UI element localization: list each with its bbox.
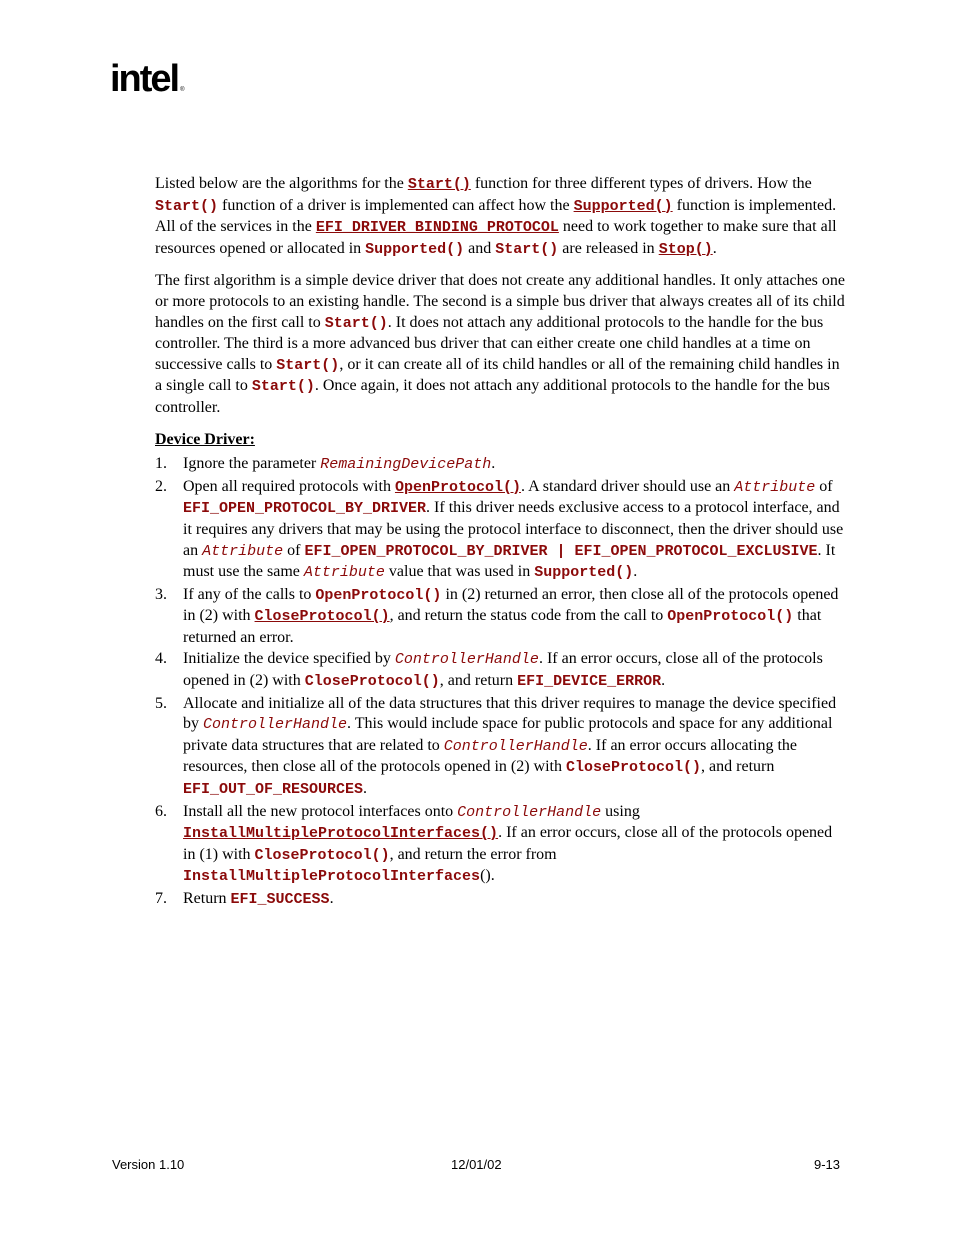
text-run: Initialize the device specified by <box>183 650 395 668</box>
text-run: . If this driver needs exclusive access to a protocol interface, and it requires any drivers that may be using the protocol interface to disconnect, then the driver should use an <box>183 499 844 559</box>
intro-paragraph-1 <box>155 174 845 260</box>
code-link[interactable]: EFI_DRIVER_BINDING_PROTOCOL <box>315 219 559 237</box>
text-run: Open all required protocols with <box>183 477 395 495</box>
code-link[interactable]: InstallMultipleProtocolInterfaces() <box>183 825 499 843</box>
code-identifier: Supported() <box>534 564 634 582</box>
parameter-name: Attribute <box>734 478 816 496</box>
list-item-number: 7. <box>155 890 167 907</box>
code-identifier: CloseProtocol() <box>254 846 390 864</box>
text-run: , or it can create all of its child handles or all of the remaining child handles in a single call to <box>155 355 840 395</box>
text-run: and <box>464 239 496 257</box>
code-identifier: Start() <box>495 240 559 258</box>
footer-version: Version 1.10 <box>112 1157 185 1172</box>
text-run: . <box>633 563 638 581</box>
text-run: . If an error occurs, close all of the protocols opened in (2) with <box>183 650 823 690</box>
code-identifier: Start() <box>155 197 219 215</box>
code-identifier: Start() <box>324 314 388 332</box>
code-identifier: EFI_OPEN_PROTOCOL_BY_DRIVER <box>183 500 427 518</box>
text-run: value that was used in <box>384 563 535 581</box>
registered-mark: ® <box>180 87 185 93</box>
text-run: , and return the status code from the call to <box>389 607 668 625</box>
text-run: that returned an error. <box>183 607 822 646</box>
text-run: . This would include space for public protocols and space for any additional private data structures that are related to <box>183 715 833 754</box>
list-item <box>155 889 845 911</box>
text-run: . <box>363 780 368 798</box>
list-item <box>155 477 845 584</box>
text-run: Return <box>183 890 231 907</box>
text-run: (). <box>480 867 495 885</box>
text-run: . If an error occurs, close all of the protocols opened in (1) with <box>183 824 833 863</box>
code-identifier: EFI_OUT_OF_RESOURCES <box>183 781 364 799</box>
text-run: in (2) returned an error, then close all of the protocols opened in (2) with <box>183 585 839 625</box>
text-run: . <box>329 890 334 907</box>
text-run: . <box>491 455 496 473</box>
code-identifier: CloseProtocol() <box>304 673 440 691</box>
text-run: function for three different types of drivers. How the <box>470 175 812 192</box>
parameter-name: ControllerHandle <box>394 651 539 669</box>
list-item-number: 6. <box>155 802 167 820</box>
parameter-name: Attribute <box>202 542 284 560</box>
text-run: function is implemented. All of the services in the <box>155 196 837 236</box>
parameter-name: Attribute <box>303 564 385 582</box>
list-item-number: 1. <box>155 455 167 473</box>
code-identifier: EFI_SUCCESS <box>230 891 330 908</box>
text-run: , and return the error from <box>389 845 557 863</box>
text-run: Allocate and initialize all of the data structures that this driver requires to manage the device specified by <box>183 694 837 733</box>
section-heading: Device Driver: <box>155 430 255 448</box>
list-item <box>155 454 845 476</box>
text-run: of <box>283 541 305 559</box>
text-run: of <box>815 477 833 495</box>
text-run: Install all the new protocol interfaces onto <box>183 802 458 820</box>
document-body <box>155 174 845 912</box>
text-run: . A standard driver should use an <box>520 477 735 495</box>
list-item <box>155 585 845 649</box>
device-driver-steps <box>155 454 845 910</box>
list-item-number: 3. <box>155 585 167 603</box>
code-link[interactable]: OpenProtocol() <box>394 478 521 496</box>
text-run: using <box>601 802 640 820</box>
code-identifier: CloseProtocol() <box>566 759 702 777</box>
text-run: The first algorithm is a simple device driver that does not create any additional handles. It only attaches one or more protocols to an existing handle. The second is a simple bus driver that always creates all of its child handles on the first call to <box>155 272 845 331</box>
footer-page-number: 9-13 <box>814 1157 841 1172</box>
text-run: , and return <box>701 758 775 776</box>
code-link[interactable]: Start() <box>407 176 471 193</box>
intro-paragraph-2 <box>155 271 845 418</box>
code-identifier: Start() <box>251 378 315 396</box>
code-identifier: Supported() <box>365 240 465 258</box>
parameter-name: ControllerHandle <box>203 716 348 734</box>
code-identifier: EFI_DEVICE_ERROR <box>517 673 662 691</box>
code-identifier: OpenProtocol() <box>667 608 794 626</box>
text-run: . Once again, it does not attach any additional protocols to the handle for the bus controller. <box>155 377 830 416</box>
text-run: function of a driver is implemented can affect how the <box>218 196 574 214</box>
code-identifier: Start() <box>276 356 340 374</box>
parameter-name: ControllerHandle <box>443 737 588 755</box>
text-run: . <box>712 239 717 257</box>
list-item <box>155 649 845 692</box>
text-run: If any of the calls to <box>183 585 316 603</box>
text-run: are released in <box>558 239 659 257</box>
list-item-number: 2. <box>155 477 167 495</box>
intel-logo: intel ® <box>110 58 185 100</box>
parameter-name: RemainingDevicePath <box>320 456 492 474</box>
text-run: Listed below are the algorithms for the <box>155 175 408 192</box>
list-item <box>155 802 845 888</box>
code-link[interactable]: Stop() <box>658 240 713 258</box>
code-link[interactable]: Supported() <box>573 197 673 215</box>
text-run: , and return <box>439 672 518 690</box>
code-identifier: EFI_OPEN_PROTOCOL_BY_DRIVER | EFI_OPEN_PROTOCOL_EXCLUSIVE <box>304 542 818 560</box>
parameter-name: ControllerHandle <box>457 803 602 821</box>
text-run: . <box>661 672 666 690</box>
list-item-number: 5. <box>155 694 167 712</box>
text-run: . It must use the same <box>183 541 836 581</box>
text-run: . If an error occurs allocating the resources, then close all of the protocols opened in (2) with <box>183 736 798 776</box>
code-identifier: InstallMultipleProtocolInterfaces <box>183 868 481 886</box>
code-identifier: OpenProtocol() <box>315 586 442 604</box>
text-run: . It does not attach any additional protocols to the handle for the bus controller. The third is a more advanced bus driver that can either create one child handles at a time on successive calls to <box>155 313 824 373</box>
list-item-number: 4. <box>155 650 167 668</box>
code-link[interactable]: CloseProtocol() <box>254 608 390 626</box>
footer-date: 12/01/02 <box>451 1157 502 1172</box>
list-item <box>155 694 845 801</box>
text-run: need to work together to make sure that all resources opened or allocated in <box>155 218 837 257</box>
text-run: Ignore the parameter <box>183 455 321 473</box>
